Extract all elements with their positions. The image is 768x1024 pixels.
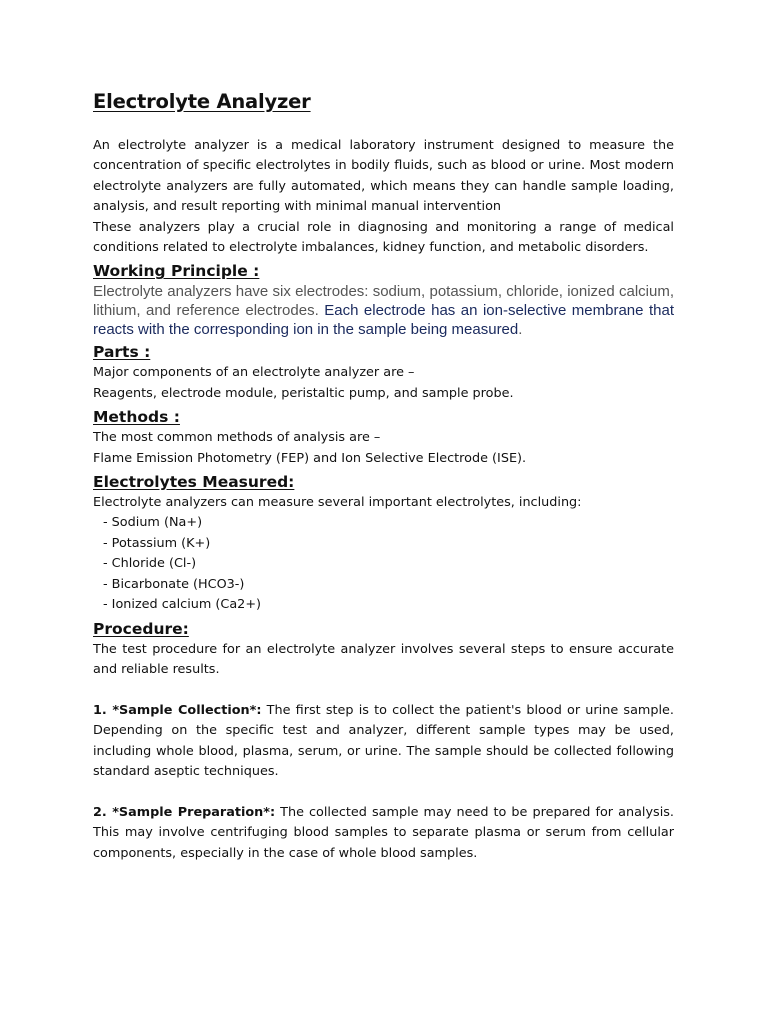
list-item: - Potassium (K+) xyxy=(103,535,211,551)
procedure-intro: The test procedure for an electrolyte analyzer involves several steps to ensure accurate and reliable results. xyxy=(93,641,674,677)
methods-line-2: Flame Emission Photometry (FEP) and Ion Selective Electrode (ISE). xyxy=(93,450,527,466)
procedure-heading: Procedure: xyxy=(93,619,189,638)
intro-paragraph-1: An electrolyte analyzer is a medical laboratory instrument designed to measure the concentration of specific electrolytes in bodily fluids, such as blood or urine. Most modern electrolyte analyzers are fully automated, which means they can handle sample loading, analysis, and result reporting with minimal manual intervention xyxy=(93,138,674,215)
electrolytes-heading: Electrolytes Measured: xyxy=(93,473,295,492)
procedure-step-2 xyxy=(93,803,674,864)
procedure-step-2-text: The collected sample may need to be prepared for analysis. This may involve centrifuging blood samples to separate plasma or serum from cellular components, especially in the case of whole blood samples. xyxy=(93,804,675,861)
procedure-step-1-text: The first step is to collect the patient's blood or urine sample. Depending on the specific test and analyzer, different sample types may be used, including whole blood, plasma, serum, or urine. The sample should be collected following standard aseptic techniques. xyxy=(93,702,674,779)
parts-heading: Parts : xyxy=(93,343,151,362)
working-principle-heading: Working Principle : xyxy=(93,262,260,281)
document-body xyxy=(93,86,674,864)
paragraph-spacer xyxy=(93,680,674,700)
parts-line-1: Major components of an electrolyte analyzer are – xyxy=(93,365,415,381)
list-item: - Bicarbonate (HCO3-) xyxy=(103,576,245,592)
procedure-step-2-label: 2. *Sample Preparation*: xyxy=(93,804,276,820)
working-principle-text xyxy=(93,282,674,339)
paragraph-spacer xyxy=(93,782,674,802)
working-principle-text-a: Electrolyte analyzers have six electrodes: sodium, potassium, chloride, ionized calcium, lithium, and reference electrodes. xyxy=(93,283,674,320)
electrolytes-list xyxy=(93,513,674,615)
electrolytes-intro: Electrolyte analyzers can measure several important electrolytes, including: xyxy=(93,495,582,511)
procedure-step-1 xyxy=(93,701,674,783)
methods-heading: Methods : xyxy=(93,408,180,427)
working-principle-text-c: . xyxy=(518,321,523,339)
procedure-step-1-label: 1. *Sample Collection*: xyxy=(93,702,262,718)
intro-paragraph-2: These analyzers play a crucial role in diagnosing and monitoring a range of medical conditions related to electrolyte imbalances, kidney function, and metabolic disorders. xyxy=(93,219,674,256)
list-item: - Ionized calcium (Ca2+) xyxy=(103,597,262,613)
list-item: - Chloride (Cl-) xyxy=(103,556,197,572)
methods-line-1: The most common methods of analysis are – xyxy=(93,430,381,446)
parts-line-2: Reagents, electrode module, peristaltic pump, and sample probe. xyxy=(93,385,514,401)
working-principle-text-b: Each electrode has an ion-selective membrane that reacts with the corresponding ion in the sample being measured xyxy=(93,302,674,339)
list-item: - Sodium (Na+) xyxy=(103,515,203,531)
document-title: Electrolyte Analyzer xyxy=(93,90,311,113)
